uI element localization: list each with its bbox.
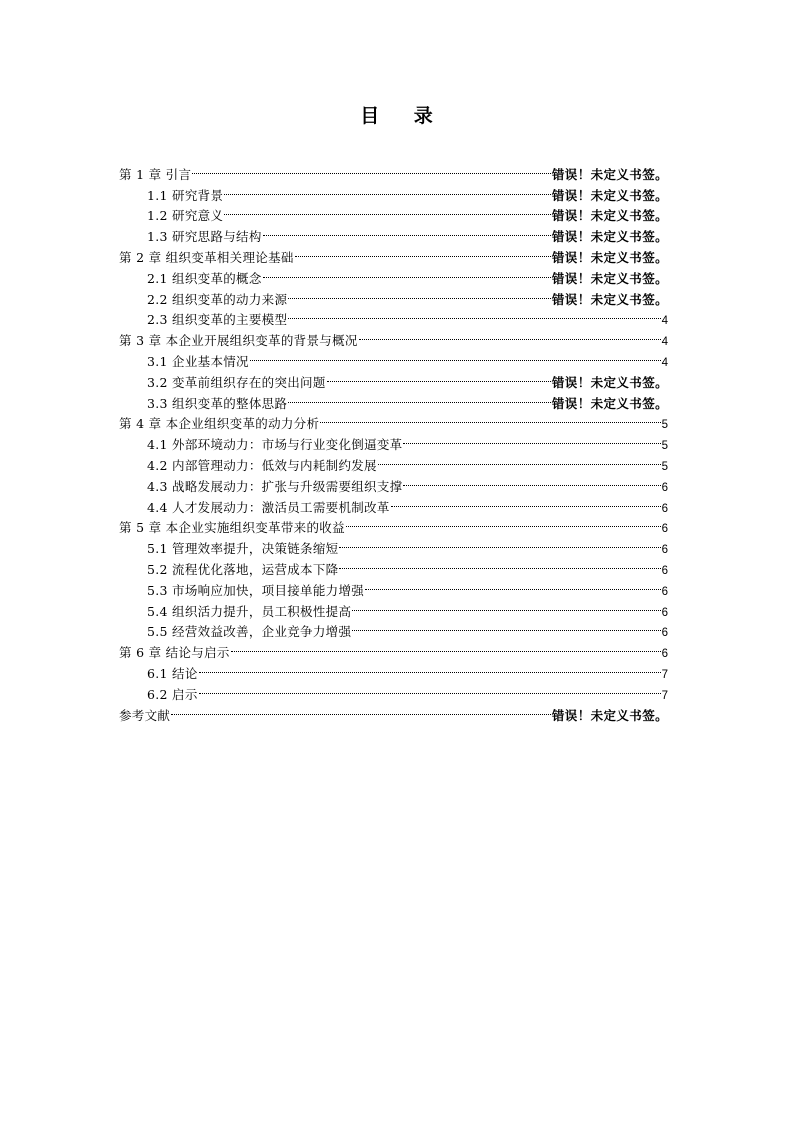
toc-entry-title: 5.2 流程优化落地，运营成本下降 [147, 561, 339, 577]
toc-entry-title: 2.2 组织变革的动力来源 [147, 291, 288, 307]
toc-dot-leader [288, 304, 660, 325]
toc-dot-leader [224, 179, 551, 200]
toc-dot-leader [250, 345, 661, 366]
toc-page-number: 6 [661, 544, 668, 557]
toc-dot-leader [391, 491, 661, 512]
toc-page-number: 4 [661, 356, 668, 369]
toc-entry-title: 1.3 研究思路与结构 [147, 229, 262, 245]
toc-dot-leader [339, 532, 660, 553]
toc-chapter-entry[interactable] [119, 158, 668, 182]
toc-entry-title: 6.1 结论 [147, 665, 198, 681]
toc-dot-leader [352, 595, 660, 616]
toc-page-number: 6 [661, 606, 668, 619]
toc-bookmark-error: 错误！未定义书签。 [551, 395, 668, 411]
toc-page-number: 6 [661, 564, 668, 577]
toc-page-number: 6 [661, 648, 668, 661]
toc-bookmark-error: 错误！未定义书签。 [551, 270, 668, 286]
toc-dot-leader [224, 200, 551, 221]
toc-dot-leader [231, 636, 661, 657]
toc-dot-leader [352, 616, 660, 637]
toc-section-entry[interactable] [119, 657, 668, 681]
toc-bookmark-error: 错误！未定义书签。 [551, 249, 668, 265]
toc-entry-title: 参考文献 [119, 707, 171, 723]
toc-page-number: 6 [661, 502, 668, 515]
toc-dot-leader [339, 553, 660, 574]
toc-bookmark-error: 错误！未定义书签。 [551, 291, 668, 307]
toc-chapter-entry[interactable] [119, 699, 668, 723]
toc-dot-leader [263, 220, 551, 241]
toc-entry-title: 第 4 章 本企业组织变革的动力分析 [119, 416, 320, 432]
toc-entry-title: 6.2 启示 [147, 686, 198, 702]
toc-page-number: 7 [661, 689, 668, 702]
toc-entry-title: 第 5 章 本企业实施组织变革带来的收益 [119, 520, 345, 536]
toc-bookmark-error: 错误！未定义书签。 [551, 166, 668, 182]
toc-entry-title: 1.1 研究背景 [147, 187, 224, 203]
toc-entry-title: 第 2 章 组织变革相关理论基础 [119, 249, 294, 265]
toc-title: 目 录 [360, 105, 447, 127]
toc-entry-title: 2.3 组织变革的主要模型 [147, 312, 288, 328]
toc-dot-leader [320, 408, 660, 429]
toc-entry-title: 4.2 内部管理动力：低效与内耗制约发展 [147, 457, 377, 473]
toc-bookmark-error: 错误！未定义书签。 [551, 707, 668, 723]
toc-entry-title: 1.2 研究意义 [147, 208, 224, 224]
table-of-contents [119, 158, 668, 723]
toc-page-number: 4 [661, 315, 668, 328]
toc-dot-leader [346, 512, 661, 533]
toc-bookmark-error: 错误！未定义书签。 [551, 187, 668, 203]
toc-dot-leader [199, 678, 661, 699]
toc-entry-title: 2.1 组织变革的概念 [147, 270, 262, 286]
toc-entry-title: 第 1 章 引言 [119, 166, 192, 182]
toc-page-number: 5 [661, 440, 668, 453]
toc-dot-leader [365, 574, 661, 595]
toc-page-number: 7 [661, 668, 668, 681]
toc-entry-title: 5.3 市场响应加快，项目接单能力增强 [147, 582, 365, 598]
toc-section-entry[interactable] [119, 678, 668, 702]
toc-entry-title: 5.5 经营效益改善，企业竞争力增强 [147, 624, 352, 640]
toc-entry-title: 4.3 战略发展动力：扩张与升级需要组织支撑 [147, 478, 403, 494]
toc-page-number: 5 [661, 419, 668, 432]
toc-page-number: 4 [661, 336, 668, 349]
toc-entry-title: 第 3 章 本企业开展组织变革的背景与概况 [119, 333, 358, 349]
toc-bookmark-error: 错误！未定义书签。 [551, 208, 668, 224]
toc-dot-leader [192, 158, 551, 179]
toc-entry-title: 3.1 企业基本情况 [147, 353, 249, 369]
toc-page-number: 5 [661, 460, 668, 473]
toc-dot-leader [359, 324, 661, 345]
toc-dot-leader [288, 387, 551, 408]
toc-dot-leader [288, 283, 551, 304]
toc-entry-title: 5.1 管理效率提升，决策链条缩短 [147, 541, 339, 557]
toc-dot-leader [263, 262, 551, 283]
toc-dot-leader [403, 428, 660, 449]
toc-dot-leader [199, 657, 661, 678]
toc-dot-leader [295, 241, 551, 262]
toc-dot-leader [378, 449, 661, 470]
toc-entry-title: 5.4 组织活力提升，员工积极性提高 [147, 603, 352, 619]
toc-entry-title: 3.3 组织变革的整体思路 [147, 395, 288, 411]
toc-page-number: 6 [661, 627, 668, 640]
toc-bookmark-error: 错误！未定义书签。 [551, 229, 668, 245]
toc-entry-title: 4.1 外部环境动力：市场与行业变化倒逼变革 [147, 437, 403, 453]
toc-dot-leader [403, 470, 660, 491]
toc-bookmark-error: 错误！未定义书签。 [551, 374, 668, 390]
toc-page-number: 6 [661, 523, 668, 536]
toc-entry-title: 4.4 人才发展动力：激活员工需要机制改革 [147, 499, 390, 515]
toc-entry-title: 第 6 章 结论与启示 [119, 645, 230, 661]
toc-page-number: 6 [661, 585, 668, 598]
toc-dot-leader [327, 366, 551, 387]
toc-entry-title: 3.2 变革前组织存在的突出问题 [147, 374, 326, 390]
toc-page-number: 6 [661, 481, 668, 494]
toc-dot-leader [171, 699, 551, 720]
